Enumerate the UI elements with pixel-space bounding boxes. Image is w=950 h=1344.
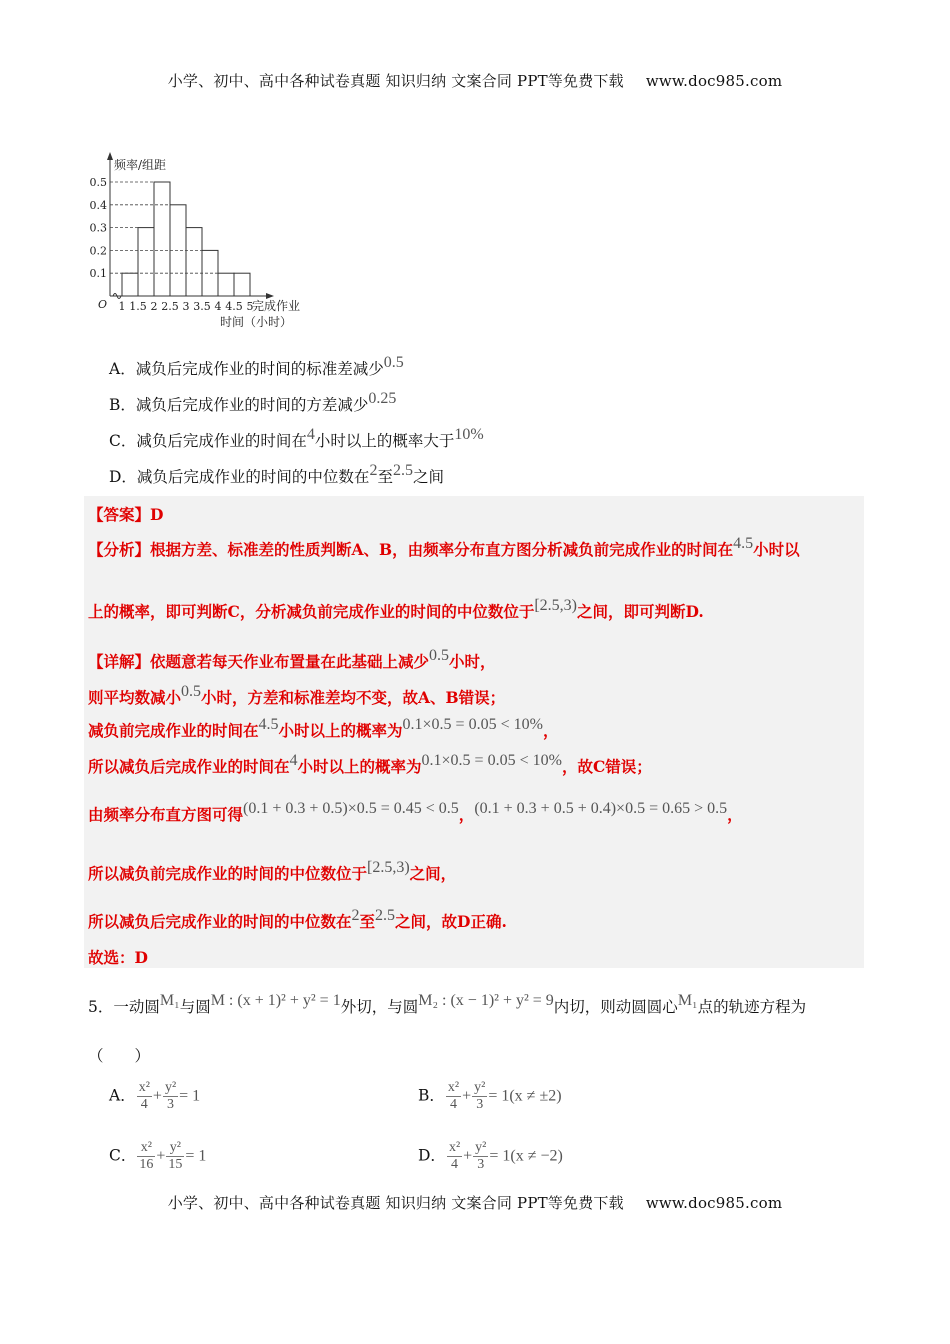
y-axis-label: 频率/组距 — [114, 158, 167, 172]
option-b: B．减负后完成作业的时间的方差减少0.25 — [109, 390, 397, 414]
footer-text: 小学、初中、高中各种试卷真题 知识归纳 文案合同 PPT等免费下载 — [167, 1194, 624, 1212]
detail-line-3: 减负前完成作业的时间在4.5小时以上的概率为0.1×0.5 = 0.05 < 10%， — [88, 716, 559, 740]
option-c: C．减负后完成作业的时间在4小时以上的概率大于10% — [109, 426, 484, 450]
q5-option-a[interactable]: A． $\frac{\text{x²}}{4}$ + $\frac{\text{y²}}{3}$ = 1 — [109, 1080, 201, 1112]
histogram-bar — [234, 273, 250, 296]
origin-label: O — [98, 298, 108, 311]
q5-option-d[interactable]: D． $\frac{\text{x²}}{4}$ + $\frac{\text{y²}}{3}$ = 1(x ≠ −2) — [418, 1140, 563, 1172]
page-header — [0, 70, 950, 91]
histogram-chart — [80, 150, 340, 335]
y-tick-label: 0.4 — [89, 198, 107, 212]
x-axis-label-line2: 时间（小时） — [220, 315, 293, 329]
x-tick-label: 4.5 — [225, 300, 243, 313]
y-tick-label: 0.2 — [89, 244, 107, 258]
option-a: A．减负后完成作业的时间的标准差减少0.5 — [109, 354, 404, 378]
x-tick-label: 1.5 — [129, 300, 147, 313]
histogram-bar — [154, 182, 170, 296]
final-answer: 故选：D — [88, 948, 148, 967]
histogram-bar — [186, 228, 202, 296]
page-footer — [0, 1192, 950, 1213]
answer-line: 【答案】D — [88, 505, 164, 524]
x-axis-label-line1: 完成作业 — [252, 299, 301, 313]
header-text: 小学、初中、高中各种试卷真题 知识归纳 文案合同 PPT等免费下载 — [167, 72, 624, 90]
detail-line-7: 所以减负后完成作业的时间的中位数在2至2.5之间，故D正确. — [88, 907, 507, 931]
histogram-bar — [138, 228, 154, 296]
x-tick-label: 2 — [150, 300, 158, 313]
histogram-bar — [218, 273, 234, 296]
option-d: D．减负后完成作业的时间的中位数在2至2.5之间 — [109, 462, 444, 486]
y-tick-label: 0.1 — [89, 267, 107, 281]
detail-line-1: 【详解】依题意若每天作业布置量在此基础上减少0.5小时， — [88, 647, 496, 671]
q5-option-c[interactable]: C． $\frac{\text{x²}}{16}$ + $\frac{\text{y²}}{15}$ = 1 — [109, 1140, 207, 1172]
x-tick-label: 3.5 — [193, 300, 211, 313]
analysis-line-1: 【分析】根据方差、标准差的性质判断A、B，由频率分布直方图分析减负前完成作业的时间在4.5小时以 — [88, 535, 800, 559]
detail-line-6: 所以减负前完成作业的时间的中位数位于[2.5,3)之间， — [88, 859, 457, 883]
y-tick-label: 0.5 — [89, 176, 107, 189]
question-5-paren: （ ） — [88, 1047, 151, 1065]
x-tick-label: 3 — [182, 300, 190, 313]
detail-line-5: 由频率分布直方图可得(0.1 + 0.3 + 0.5)×0.5 = 0.45 < 0.5，(0.1 + 0.3 + 0.5 + 0.4)×0.5 = 0.65 > 0.5， — [88, 800, 743, 824]
x-tick-label: 4 — [214, 300, 222, 313]
question-5: 5．一动圆M₁与圆M : (x + 1)² + y² = 1外切，与圆M₂ : (x − 1)² + y² = 9内切，则动圆圆心M₁点的轨迹方程为 — [88, 992, 807, 1016]
y-axis-arrow — [107, 152, 113, 160]
footer-url[interactable]: www.doc985.com — [645, 1194, 783, 1212]
x-tick-label: 1 — [118, 300, 126, 313]
y-tick-label: 0.3 — [89, 221, 107, 235]
detail-line-4: 所以减负后完成作业的时间在4小时以上的概率为0.1×0.5 = 0.05 < 10%，故C错误； — [88, 752, 652, 776]
histogram-bar — [122, 273, 138, 296]
header-url[interactable]: www.doc985.com — [645, 72, 783, 90]
x-tick-label: 5 — [246, 300, 254, 313]
q5-option-b[interactable]: B． $\frac{\text{x²}}{4}$ + $\frac{\text{y²}}{3}$ = 1(x ≠ ±2) — [418, 1080, 562, 1112]
x-tick-label: 2.5 — [161, 300, 179, 313]
detail-line-2: 则平均数减小0.5小时，方差和标准差均不变，故A、B错误； — [88, 683, 506, 707]
analysis-line-2: 上的概率，即可判断C，分析减负前完成作业的时间的中位数位于[2.5,3)之间，即可判断D. — [88, 597, 704, 621]
